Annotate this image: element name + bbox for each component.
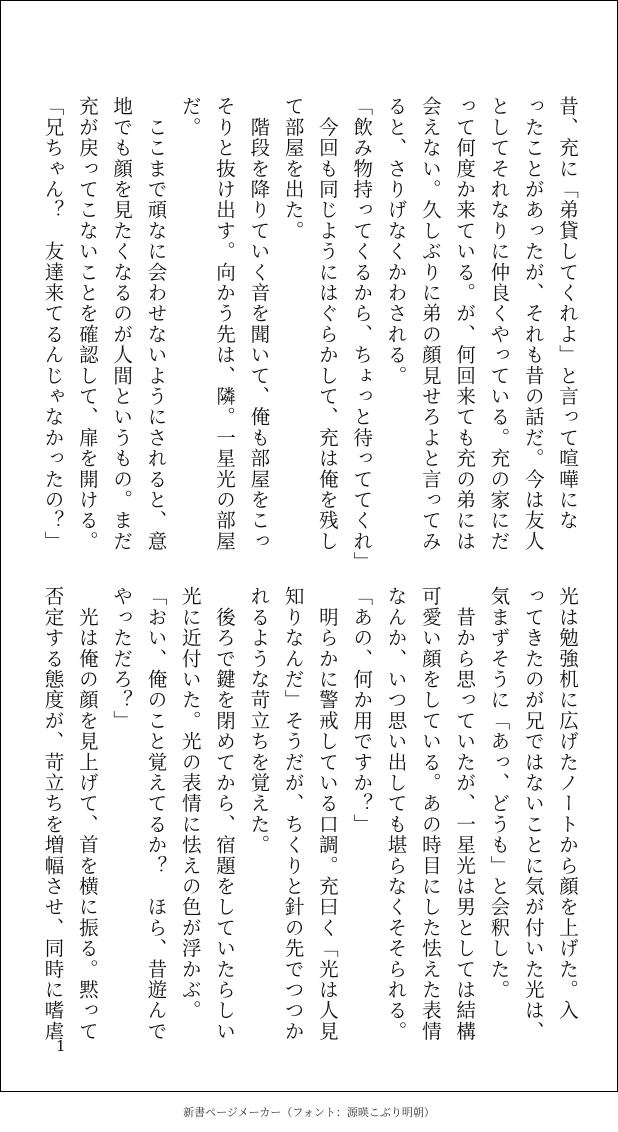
- text-line: 「おい、俺のこと覚えてるか？ ほら、昔遊んで: [144, 586, 168, 1042]
- text-line: 昔から思っていたが、一星光は男としては結構: [453, 586, 477, 1042]
- text-line: 否定する態度が、苛立ちを増幅させ、同時に嗜虐: [41, 586, 65, 1042]
- text-line: 今回も同じようにはぐらかして、充は俺を残し: [315, 96, 339, 552]
- text-line: 「兄ちゃん？ 友達来てるんじゃなかったの？」: [41, 96, 65, 552]
- text-line: そりと抜け出す。向かう先は、隣。一星光の部屋: [213, 96, 237, 552]
- text-line: 明らかに警戒している口調。充曰く「光は人見: [315, 586, 339, 1042]
- text-line: 光は俺の顔を見上げて、首を横に振る。黙って: [75, 586, 99, 1042]
- page-number: 1: [56, 1037, 66, 1055]
- text-line: 知りなんだ」そうだが、ちくりと針の先でつつか: [281, 586, 305, 1042]
- text-line: 気まずそうに「あっ、どうも」と会釈した。: [487, 586, 511, 1000]
- text-line: ったことがあったが、それも昔の話だ。今は友人: [521, 96, 545, 552]
- text-line: って何度か来ている。が、何回来ても充の弟には: [453, 96, 477, 552]
- text-line: 光は勉強机に広げたノートから顔を上げた。入: [556, 586, 579, 1021]
- text-line: れるような苛立ちを覚えた。: [247, 586, 271, 856]
- text-line: ってきたのが兄ではないことに気が付いた光は、: [521, 586, 545, 1042]
- text-line: ここまで頑なに会わせないようにされると、意: [144, 96, 168, 552]
- text-line: ると、さりげなくかわされる。: [384, 96, 408, 386]
- text-line: 「あの、何か用ですか？」: [350, 586, 374, 835]
- lower-text-column: [41, 586, 584, 1042]
- upper-text-column: [41, 96, 584, 573]
- text-line: 光に近付いた。光の表情に怯えの色が浮かぶ。: [178, 586, 202, 1021]
- text-line: だ。: [178, 96, 202, 138]
- text-line: 可愛い顔をしている。あの時目にした怯えた表情: [418, 586, 442, 1042]
- text-line: なんか、いつ思い出しても堪らなくそそられる。: [384, 586, 408, 1042]
- footer-credit: 新書ページメーカー（フォント：源暎こぶり明朝）: [183, 1106, 435, 1119]
- text-line: 会えない。久しぶりに弟の顔見せろよと言ってみ: [418, 96, 442, 552]
- text-line: 充が戻ってこないことを確認して、扉を開ける。: [75, 96, 99, 552]
- text-line: としてそれなりに仲良くやっている。充の家にだ: [487, 96, 511, 552]
- text-line: 昔、充に「弟貸してくれよ」と言って喧嘩にな: [556, 96, 579, 531]
- text-line: 地でも顔を見たくなるのが人間というもの。まだ: [110, 96, 134, 552]
- text-line: て部屋を出た。: [281, 96, 305, 241]
- text-line: 階段を降りていく音を聞いて、俺も部屋をこっ: [247, 96, 271, 552]
- text-line: やっただろ？」: [110, 586, 134, 731]
- text-line: 「飲み物持ってくるから、ちょっと待っててくれ」: [350, 96, 374, 573]
- text-line: 後ろで鍵を閉めてから、宿題をしていたらしい: [213, 586, 237, 1042]
